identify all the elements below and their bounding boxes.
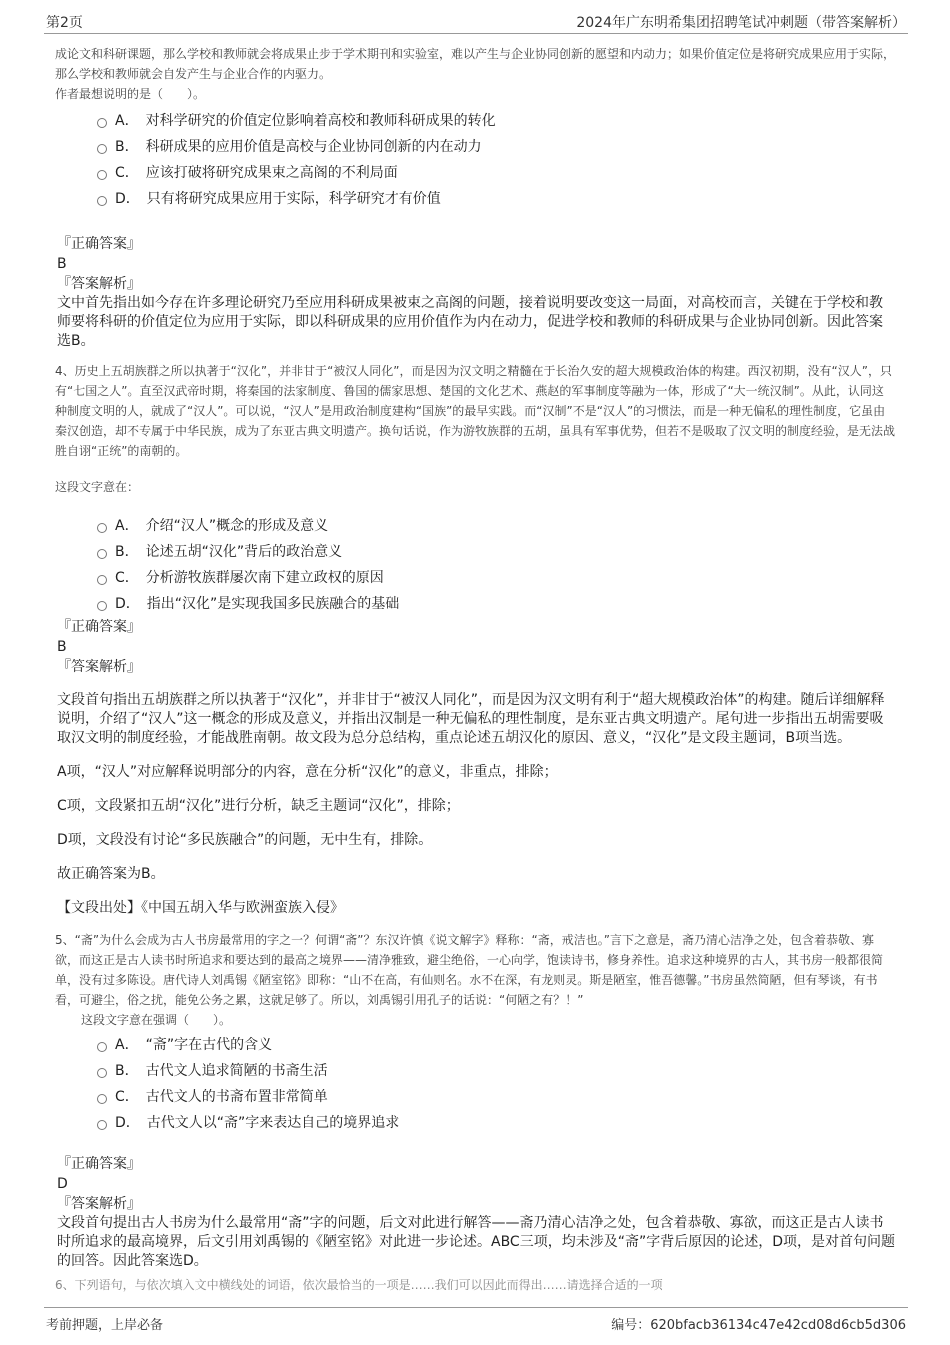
page-number: 第2页 — [46, 15, 83, 31]
question-4-analysis-label: 『答案解析』 — [57, 659, 141, 675]
question-4-analysis-c: C项，文段紧扣五胡“汉化”进行分析，缺乏主题词“汉化”，排除； — [57, 798, 460, 814]
radio-icon[interactable] — [97, 1094, 107, 1104]
radio-icon[interactable] — [97, 144, 107, 154]
question-3-option-c[interactable]: C． 应该打破将研究成果束之高阁的不利局面 — [97, 160, 895, 186]
question-3-analysis-label: 『答案解析』 — [57, 276, 141, 292]
footer-slogan: 考前押题，上岸必备 — [46, 1318, 164, 1333]
radio-icon[interactable] — [97, 118, 107, 128]
question-4-answer-label: 『正确答案』 — [57, 619, 141, 635]
page-header — [0, 0, 950, 38]
question-3-option-d[interactable]: D． 只有将研究成果应用于实际，科学研究才有价值 — [97, 186, 895, 212]
question-5-passage: 5、“斋”为什么会成为古人书房最常用的字之一？何谓“斋”？东汉许慎《说文解字》释称：“斋，戒洁也。”言下之意是，斋乃清心洁净之处，包含着恭敬、寡欲，而这正是古人读书时所追求和要达到的最高之境界——清净雅致，避尘绝俗，一心向学，饱读诗书，修身养性。追求这种境界的古人，其书房一般都很简单，没有过多陈设。唐代诗人刘禹锡《陋室铭》即称：“山不在高，有仙则名。水不在深，有龙则灵。斯是陋室，惟吾德馨。”书房虽然简陋，但有琴谈，有书看，可避尘，俗之扰，能免公务之累，这就足够了。所以，刘禹锡引用孔子的话说：“何陋之有？！” — [55, 933, 884, 1007]
question-4-analysis: 文段首句指出五胡族群之所以执著于“汉化”，并非甘于“被汉人同化”，而是因为汉文明有利于“超大规模政治体”的构建。随后详细解释说明，介绍了“汉人”这一概念的形成及意义，并指出汉制是一种无偏私的理性制度，是东亚古典文明遗产。尾句进一步指出五胡需要吸取汉文明的制度经验，才能战胜南朝。故文段为总分总结构，重点论述五胡汉化的原因、意义，“汉化”是文段主题词，B项当选。 — [57, 692, 885, 746]
question-4-conclusion: 故正确答案为B。 — [57, 866, 165, 882]
page-content — [55, 44, 896, 1292]
footer-divider — [44, 1307, 908, 1308]
radio-icon[interactable] — [97, 1042, 107, 1052]
question-3-analysis: 文中首先指出如今存在许多理论研究乃至应用科研成果被束之高阁的问题，接着说明要改变这一局面，对高校而言，关键在于学校和教师要将科研的价值定位为应用于实际，即以科研成果的应用价值作为内在动力，促进学校和教师的科研成果与企业协同创新。因此答案选B。 — [57, 295, 883, 349]
radio-icon[interactable] — [97, 170, 107, 180]
question-3-option-b[interactable]: B． 科研成果的应用价值是高校与企业协同创新的内在动力 — [97, 134, 895, 160]
document-id: 编号：620bfacb36134c47e42cd08d6cb5d306 — [611, 1318, 906, 1333]
question-5-option-a[interactable]: A． “斋”字在古代的含义 — [97, 1032, 895, 1058]
question-5 — [55, 930, 895, 1292]
radio-icon[interactable] — [97, 523, 107, 533]
question-4 — [55, 361, 895, 918]
document-title: 2024年广东明希集团招聘笔试冲刺题（带答案解析） — [576, 15, 906, 31]
header-divider — [44, 33, 908, 34]
question-4-option-a[interactable]: A． 介绍“汉人”概念的形成及意义 — [97, 513, 895, 539]
question-3-option-a[interactable]: A． 对科学研究的价值定位影响着高校和教师科研成果的转化 — [97, 108, 895, 134]
question-4-analysis-d: D项，文段没有讨论“多民族融合”的问题，无中生有，排除。 — [57, 832, 433, 848]
question-6-cut-line: 6、下列语句，与依次填入文中横线处的词语，依次最恰当的一项是……我们可以因此而得出……请选择合适的一项 — [55, 1278, 663, 1292]
question-5-analysis: 文段首句提出古人书房为什么最常用“斋”字的问题，后文对此进行解答——斋乃清心洁净之处，包含着恭敬、寡欲，而这正是古人读书时所追求的最高境界，后文引用刘禹锡的《陋室铭》对此进一步论述。ABC三项，均未涉及“斋”字背后原因的论述，D项，是对首句问题的回答。因此答案选D。 — [57, 1215, 895, 1269]
question-5-answer: D — [57, 1176, 68, 1192]
question-3 — [55, 44, 895, 351]
page-footer — [0, 1305, 950, 1345]
question-4-option-b[interactable]: B． 论述五胡“汉化”背后的政治意义 — [97, 539, 895, 565]
radio-icon[interactable] — [97, 196, 107, 206]
question-5-analysis-label: 『答案解析』 — [57, 1196, 141, 1212]
question-5-stem: 这段文字意在强调（ ）。 — [81, 1013, 232, 1027]
question-5-option-d[interactable]: D． 古代文人以“斋”字来表达自己的境界追求 — [97, 1110, 895, 1136]
question-5-option-b[interactable]: B． 古代文人追求简陋的书斋生活 — [97, 1058, 895, 1084]
question-5-options — [97, 1032, 895, 1136]
question-3-answer: B — [57, 256, 67, 272]
question-4-source: 【文段出处】《中国五胡入华与欧洲蛮族入侵》 — [57, 900, 344, 916]
radio-icon[interactable] — [97, 575, 107, 585]
question-3-passage: 成论文和科研课题，那么学校和教师就会将成果止步于学术期刊和实验室，难以产生与企业协同创新的愿望和内动力；如果价值定位是将研究成果应用于实际，那么学校和教师就会自发产生与企业合作的内驱力。 — [55, 47, 896, 81]
radio-icon[interactable] — [97, 549, 107, 559]
question-3-answer-label: 『正确答案』 — [57, 236, 141, 252]
question-5-answer-label: 『正确答案』 — [57, 1156, 141, 1172]
question-5-option-c[interactable]: C． 古代文人的书斋布置非常简单 — [97, 1084, 895, 1110]
question-4-passage: 4、历史上五胡族群之所以执著于“汉化”，并非甘于“被汉人同化”，而是因为汉文明之精髓在于长治久安的超大规模政治体的构建。西汉初期，没有“汉人”，只有“七国之人”。直至汉武帝时期，将秦国的法家制度、鲁国的儒家思想、楚国的文化艺术、燕赵的军事制度等融为一体，形成了“大一统汉制”。从此，认同这种制度文明的人，就成了“汉人”。可以说，“汉人”是用政治制度建构“国族”的最早实践。而“汉制”不是“汉人”的习惯法，而是一种无偏私的理性制度，它虽由秦汉创造，却不专属于中华民族，成为了东亚古典文明遗产。换句话说，作为游牧族群的五胡，虽具有军事优势，但若不是吸取了汉文明的制度经验，是无法战胜自诩“正统”的南朝的。 — [55, 364, 896, 458]
question-4-options — [97, 513, 895, 617]
question-4-option-c[interactable]: C． 分析游牧族群屡次南下建立政权的原因 — [97, 565, 895, 591]
question-3-options — [97, 108, 895, 212]
radio-icon[interactable] — [97, 601, 107, 611]
question-3-stem: 作者最想说明的是（ ）。 — [55, 87, 206, 101]
radio-icon[interactable] — [97, 1068, 107, 1078]
question-4-analysis-a: A项，“汉人”对应解释说明部分的内容，意在分析“汉化”的意义，非重点，排除； — [57, 764, 558, 780]
question-4-stem: 这段文字意在： — [55, 480, 140, 494]
question-4-option-d[interactable]: D． 指出“汉化”是实现我国多民族融合的基础 — [97, 591, 895, 617]
question-4-answer: B — [57, 639, 67, 655]
radio-icon[interactable] — [97, 1120, 107, 1130]
